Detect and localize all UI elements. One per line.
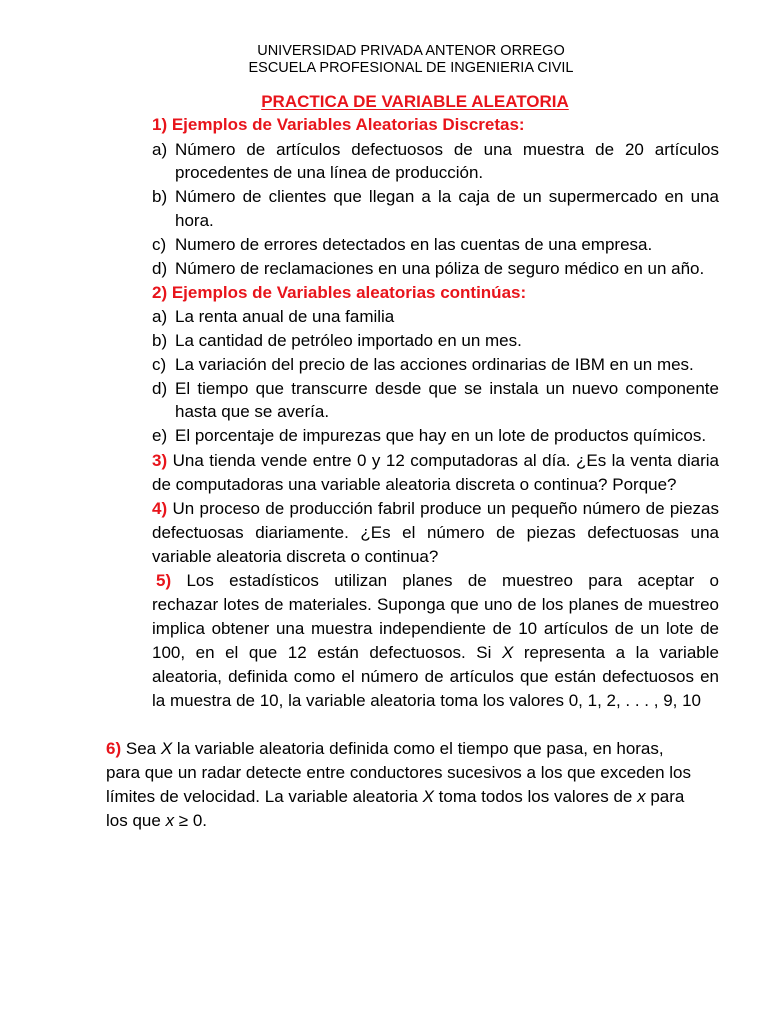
list-item-1a-cont: procedentes de una línea de producción. — [175, 163, 484, 182]
question-3: 3) Una tienda vende entre 0 y 12 computadoras al día. ¿Es la venta diaria — [152, 451, 719, 470]
question-3-cont: de computadoras una variable aleatoria discreta o continua? Porque? — [152, 475, 677, 494]
question-5-number: 5) — [156, 571, 172, 590]
question-5-cont-2: implica obtener una muestra independiente de 10 artículos de un lote de — [152, 619, 719, 638]
list-item-1a: a) Número de artículos defectuosos de una muestra de 20 artículos — [152, 140, 719, 159]
question-6: 6) Sea X la variable aleatoria definida como el tiempo que pasa, en horas, — [106, 739, 664, 758]
list-item-1b-cont: hora. — [175, 211, 214, 230]
question-6-cont-3: los que x ≥ 0. — [106, 811, 208, 830]
list-item-2d: d) El tiempo que transcurre desde que se instala un nuevo componente — [152, 379, 719, 398]
question-5-cont-3: 100, en el que 12 están defectuosos. Si X representa a la variable — [152, 643, 719, 662]
list-item-2c: c) La variación del precio de las acciones ordinarias de IBM en un mes. — [152, 355, 694, 374]
question-4-cont-2: variable aleatoria discreta o continua? — [152, 547, 439, 566]
question-6-number: 6) — [106, 739, 122, 758]
question-4: 4) Un proceso de producción fabril produce un pequeño número de piezas — [152, 499, 719, 518]
list-item-2a: a) La renta anual de una familia — [152, 307, 395, 326]
page-title: PRACTICA DE VARIABLE ALEATORIA — [261, 92, 569, 111]
list-item-2b: b) La cantidad de petróleo importado en un mes. — [152, 331, 522, 350]
school-name: ESCUELA PROFESIONAL DE INGENIERIA CIVIL — [248, 60, 574, 76]
question-5-cont-4: aleatoria, definida como el número de artículos que están defectuosos en — [152, 667, 719, 686]
question-5-cont-5: la muestra de 10, la variable aleatoria toma los valores 0, 1, 2, . . . , 9, 10 — [152, 691, 702, 710]
list-item-2d-cont: hasta que se avería. — [175, 402, 330, 421]
question-5: 5) Los estadísticos utilizan planes de muestreo para aceptar o — [156, 571, 719, 590]
list-item-2e: e) El porcentaje de impurezas que hay en un lote de productos químicos. — [152, 426, 707, 445]
list-item-1d: d) Número de reclamaciones en una póliza de seguro médico en un año. — [152, 259, 705, 278]
list-item-1b: b) Número de clientes que llegan a la caja de un supermercado en una — [152, 187, 719, 206]
section1-heading: 1) Ejemplos de Variables Aleatorias Discretas: — [152, 115, 525, 134]
question-5-cont-1: rechazar lotes de materiales. Suponga que uno de los planes de muestreo — [152, 595, 719, 614]
section2-heading: 2) Ejemplos de Variables aleatorias continúas: — [152, 283, 527, 302]
question-6-cont-2: límites de velocidad. La variable aleatoria X toma todos los valores de x para — [106, 787, 685, 806]
question-4-number: 4) — [152, 499, 168, 518]
question-3-number: 3) — [152, 451, 168, 470]
university-name: UNIVERSIDAD PRIVADA ANTENOR ORREGO — [257, 43, 565, 59]
question-4-cont-1: defectuosas diariamente. ¿Es el número de piezas defectuosas una — [152, 523, 719, 542]
question-6-cont-1: para que un radar detecte entre conductores sucesivos a los que exceden los — [106, 763, 691, 782]
list-item-1c: c) Numero de errores detectados en las cuentas de una empresa. — [152, 235, 653, 254]
